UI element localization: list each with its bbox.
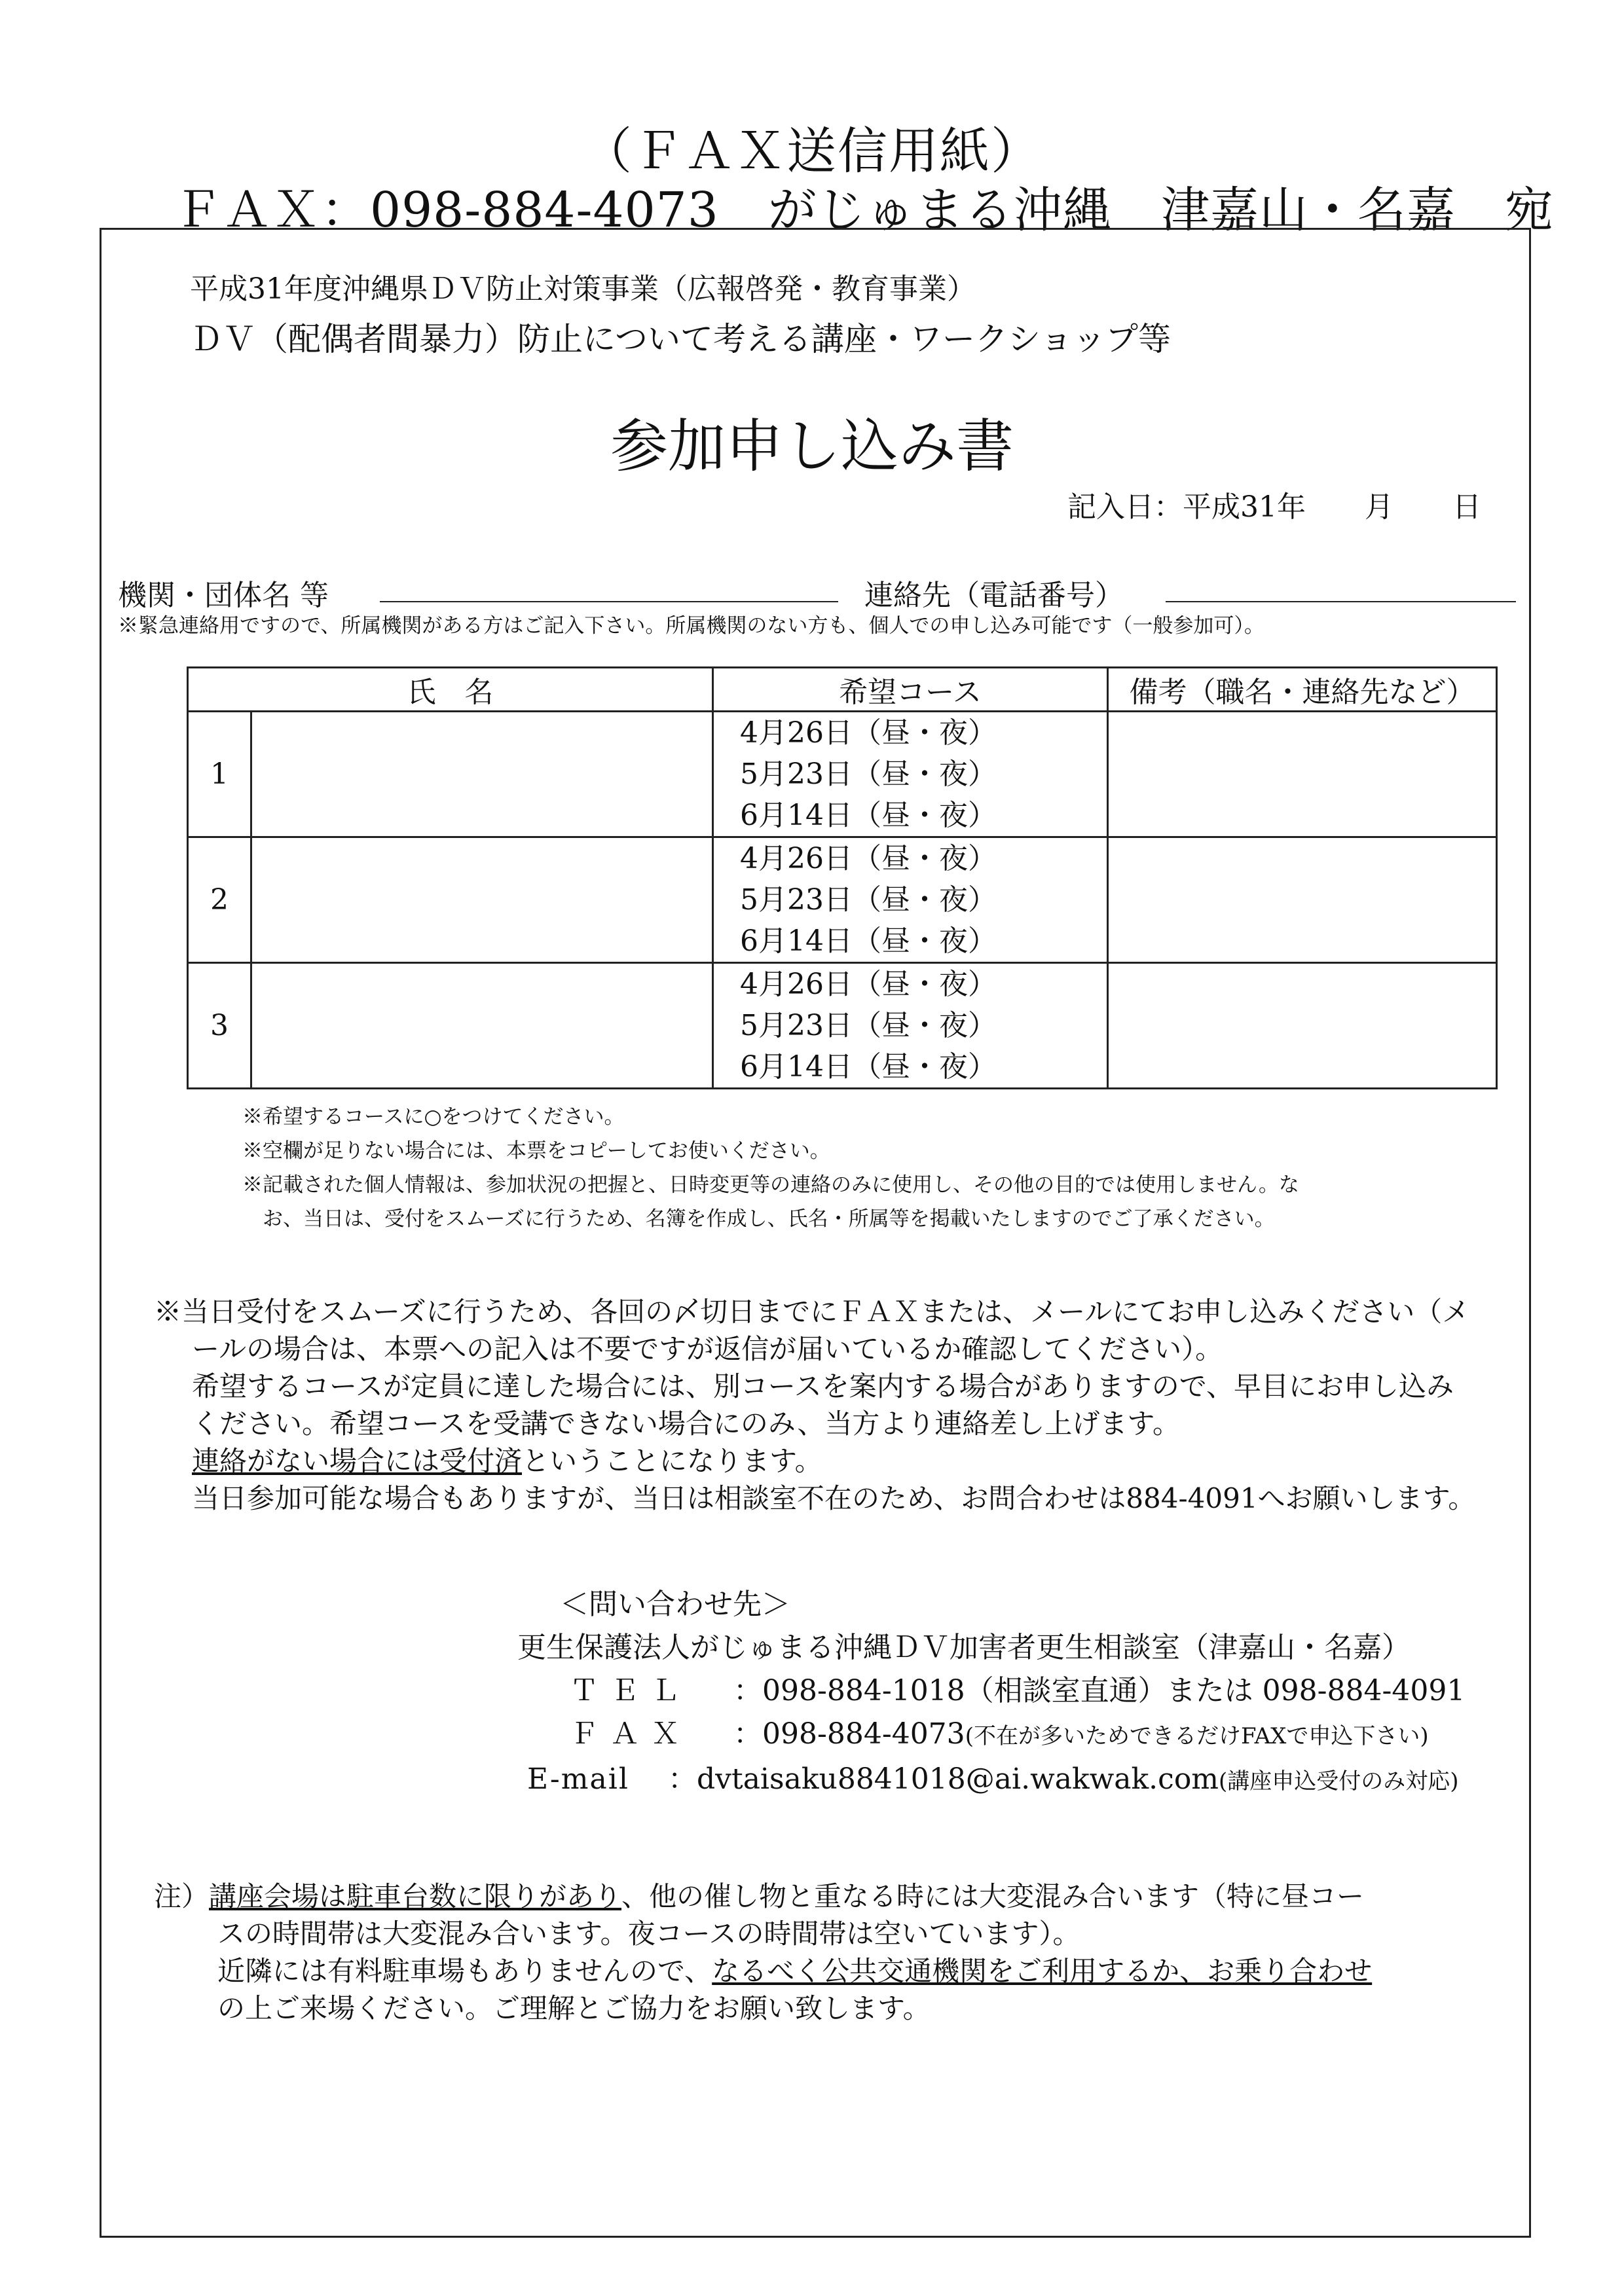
row-number: 3 [188, 963, 251, 1089]
table-note: ※希望するコースに○をつけてください。 [242, 1105, 625, 1129]
table-row [188, 837, 1497, 963]
contact-phone-field[interactable] [1166, 601, 1516, 602]
entry-date-day: 日 [1452, 490, 1481, 524]
footnote-prefix: 注） [154, 1880, 210, 1912]
course-option[interactable]: 5月23日（昼・夜） [740, 883, 997, 917]
remarks-field[interactable] [1108, 837, 1497, 963]
course-option[interactable]: 5月23日（昼・夜） [740, 1009, 997, 1042]
row-number: 2 [188, 837, 251, 963]
remarks-field[interactable] [1108, 963, 1497, 1089]
remarks-field[interactable] [1108, 712, 1497, 837]
tel-label: ＴＥＬ [570, 1674, 692, 1707]
note-line: ください。希望コースを受講できない場合にのみ、当方より連絡差し上げます。 [192, 1408, 1181, 1440]
email-value[interactable]: ：dvtaisaku8841018@ai.wakwak.com [668, 1762, 1219, 1796]
course-option[interactable]: 5月23日（昼・夜） [740, 757, 997, 791]
table-header-row [188, 668, 1497, 712]
footnote-text: 、他の催し物と重なる時には大変混み合います（特に昼コー [621, 1880, 1365, 1912]
name-field[interactable] [251, 963, 713, 1089]
fax-title: （ＦＡＸ送信用紙） [582, 122, 1042, 180]
entry-date-label: 記入日：平成31年 [1067, 490, 1306, 524]
project-subtitle: 平成31年度沖縄県ＤＶ防止対策事業（広報啓発・教育事業） [190, 272, 976, 306]
course-options[interactable] [713, 963, 1108, 1089]
email-note: (講座申込受付のみ対応) [1219, 1768, 1459, 1795]
note-underlined: 連絡がない場合には受付済 [192, 1445, 523, 1477]
email-label: E-mail [527, 1762, 629, 1796]
fax-recipient-line: ＦＡＸ：098-884-4073 がじゅまる沖縄 津嘉山・名嘉 宛 [174, 182, 1554, 238]
footnote-text: 近隣には有料駐車場もありませんので、 [217, 1955, 712, 1987]
note-text: ということになります。 [522, 1445, 822, 1477]
footnote-underlined: なるべく公共交通機関をご利用するか、お乗り合わせ [712, 1955, 1373, 1987]
note-line: 当日参加可能な場合もありますが、当日は相談室不在のため、お問合わせは884-4091へお願いします。 [192, 1482, 1476, 1514]
name-field[interactable] [251, 837, 713, 963]
contact-heading: ＜問い合わせ先＞ [560, 1588, 790, 1621]
contact-fax [517, 1713, 1465, 1758]
row-number: 1 [188, 712, 251, 837]
contact-org: 更生保護法人がじゅまる沖縄ＤＶ加害者更生相談室（津嘉山・名嘉） [517, 1631, 1411, 1664]
registration-table [187, 666, 1498, 1089]
table-note: ※記載された個人情報は、参加状況の把握と、日時変更等の連絡のみに使用し、その他の目的では使用しません。な [242, 1173, 1299, 1197]
org-note: ※緊急連絡用ですので、所属機関がある方はご記入下さい。所属機関のない方も、個人での申し込み可能です（一般参加可）。 [118, 614, 1264, 638]
note-line: 希望するコースが定員に達した場合には、別コースを案内する場合がありますので、早目にお申し込み [192, 1370, 1454, 1402]
entry-date-month: 月 [1365, 490, 1393, 524]
entry-date [1067, 483, 1481, 525]
course-options[interactable] [713, 837, 1108, 963]
project-title: ＤＶ（配偶者間暴力）防止について考える講座・ワークショップ等 [190, 320, 1171, 358]
org-name-field[interactable] [380, 601, 838, 602]
application-notes [154, 1293, 1529, 1517]
contact-email [517, 1758, 1465, 1803]
table-note: お、当日は、受付をスムーズに行うため、名簿を作成し、氏名・所属等を掲載いたしますのでご了承ください。 [242, 1207, 1275, 1231]
table-row [188, 712, 1497, 837]
header-name: 氏 名 [188, 668, 713, 712]
table-note: ※空欄が足りない場合には、本票をコピーしてお使いください。 [242, 1139, 830, 1163]
org-name-label: 機関・団体名 等 [118, 579, 329, 612]
course-option[interactable]: 6月14日（昼・夜） [740, 1050, 997, 1084]
tel-value: ：098-884-1018（相談室直通）または 098-884-4091 [733, 1674, 1466, 1707]
note-line [154, 1442, 1529, 1480]
course-option[interactable]: 6月14日（昼・夜） [740, 799, 997, 832]
course-options[interactable] [713, 712, 1108, 837]
note-line: ※当日受付をスムーズに行うため、各回の〆切日までにＦＡＸまたは、メールにてお申し込みください（メ [154, 1296, 1470, 1328]
form-title: 参加申し込み書 [610, 412, 1014, 480]
footnote-underlined: 講座会場は駐車台数に限りがあり [209, 1880, 622, 1912]
footnote-line: の上ご来場ください。ご理解とご協力をお願い致します。 [217, 1992, 931, 2024]
fax-label: ＦＡＸ [570, 1717, 692, 1751]
fax-value: ：098-884-4073 [733, 1717, 965, 1751]
course-option[interactable]: 4月26日（昼・夜） [740, 968, 997, 1001]
course-option[interactable]: 6月14日（昼・夜） [740, 924, 997, 958]
header-course: 希望コース [713, 668, 1108, 712]
contact-tel [517, 1669, 1465, 1713]
parking-footnote [154, 1878, 1372, 2027]
footnote-line [154, 1878, 1372, 1915]
contact-block [517, 1583, 1465, 1803]
contact-phone-label: 連絡先（電話番号） [864, 579, 1124, 612]
table-notes [242, 1100, 1299, 1236]
footnote-line: スの時間帯は大変混み合います。夜コースの時間帯は空いています）。 [217, 1918, 1080, 1950]
footnote-line [154, 1952, 1372, 1990]
table-row [188, 963, 1497, 1089]
course-option[interactable]: 4月26日（昼・夜） [740, 716, 997, 750]
header-remarks: 備考（職名・連絡先など） [1108, 668, 1497, 712]
org-row [118, 572, 1124, 613]
name-field[interactable] [251, 712, 713, 837]
note-line: ールの場合は、本票への記入は不要ですが返信が届いているか確認してください）。 [192, 1333, 1223, 1365]
course-option[interactable]: 4月26日（昼・夜） [740, 842, 997, 875]
fax-note: (不在が多いためできるだけFAXで申込下さい) [965, 1723, 1429, 1749]
